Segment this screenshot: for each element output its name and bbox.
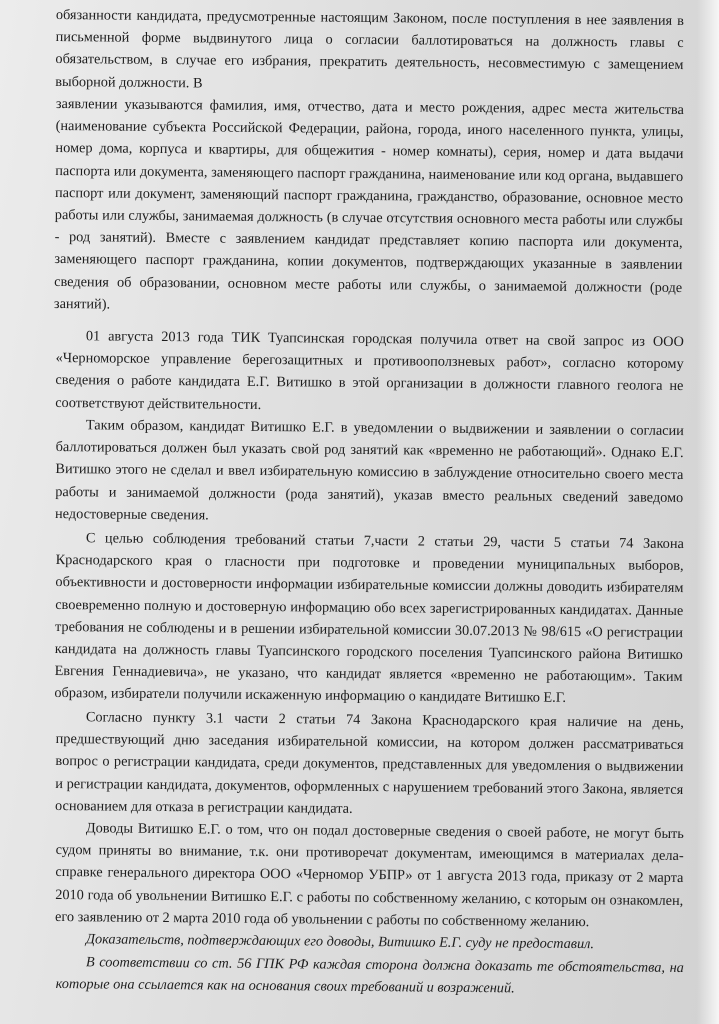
page-edge (697, 0, 719, 1024)
paragraph-2: заявлении указываются фамилия, имя, отчество, дата и место рождения, адрес места жительства (наименование субъекта Российской Федерации, района, города, иного населенного пункта, улицы, номер дома, корпуса и квартиры, для общежития - номер комнаты), серия, номер и дата выдачи паспорта или документа, заменяющего паспорт гражданина, наименование или код органа, выдавшего паспорт или документ, заменяющий паспорт гражданина, гражданство, образование, основное место работы или службы, занимаемая должность (в случае отсутствия основного места работы или службы - род занятий). Вместе с заявлением кандидат представляет копию паспорта или документа, заменяющего паспорт гражданина, копии документов, подтверждающих указанные в заявлении сведения об образовании, основном месте работы или службы, о занимаемой должности (роде занятий). (53, 95, 684, 313)
paragraph-6: Согласно пункту 3.1 части 2 статьи 74 Закона Краснодарского края наличие на день, предшествующий дню заседания избирательной комиссии, на котором должен рассматриваться вопрос о регистрации кандидата, среди документов, представленных для уведомления о выдвижении и регистрации кандидата, документов, оформленных с нарушением требований этого Закона, является основанием для отказа в регистрации кандидата. (54, 709, 684, 817)
document-body (53, 4, 684, 997)
paragraph-4: Таким образом, кандидат Витишко Е.Г. в уведомлении о выдвижении и заявлении о согласии баллотироваться должен был указать свой род занятий как «временно не работающий». Однако Е.Г. Витишко этого не сделал и ввел избирательную комиссию в заблуждение относительно своего места работы и занимаемой должности (рода занятий), указав вместо реальных сведений заведомо недостоверные сведения. (54, 416, 684, 523)
paragraph-3: 01 августа 2013 года ТИК Туапсинская городская получила ответ на свой запрос из ООО «Черноморское управление берегозащитных и противооползневых работ», согласно которому сведения о работе кандидата Е.Г. Витишко в этой организации в должности главного геолога не соответствуют действительности. (55, 328, 684, 413)
paragraph-5: С целью соблюдения требований статьи 7,части 2 статьи 29, части 5 статьи 74 Закона Краснодарского края о гласности при подготовке и проведении муниципальных выборов, объективности и достоверности информации избирательные комиссии должны доводить избирателям своевременно полную и достоверную информацию обо всех зарегистрированных кандидатах. Данные требования не соблюдены и в решении избирательной комиссии 30.07.2013 № 98/615 «О регистрации кандидата на должность главы Туапсинского городского поселения Туапсинского района Витишко Евгения Геннадиевича», не указано, что кандидат является «временно не работающим». Таким образом, избиратели получили искаженную информацию о кандидате Витишко Е.Г. (54, 529, 684, 706)
paragraph-7: Доводы Витишко Е.Г. о том, что он подал достоверные сведения о своей работе, не могут быть судом приняты во внимание, т.к. они противоречат документам, имеющимся в материалах дела- справке генерального директора ООО «Черномор УБПР» от 1 августа 2013 года, приказу от 2 марта 2010 года об увольнении Витишко Е.Г. с работы по собственному желанию, с которым он ознакомлен, его заявлению от 2 марта 2010 года об увольнении с работы по собственному желанию. (54, 820, 684, 931)
paragraph-1: обязанности кандидата, предусмотренные настоящим Законом, после поступления в нее заявления в письменной форме выдвинутого лица о согласии баллотироваться на должность главы с обязательством, в случае его избрания, прекратить деятельность, несовместимую с замещением выборной должности. В (55, 6, 684, 92)
paragraph-9: В соответствии со ст. 56 ГПК РФ каждая сторона должна доказать те обстоятельства, на которые она ссылается как на основания своих требований и возражений. (55, 953, 684, 997)
paragraph-8: Доказательств, подтверждающих его доводы, Витишко Е.Г. суду не предоставил. (85, 931, 595, 953)
